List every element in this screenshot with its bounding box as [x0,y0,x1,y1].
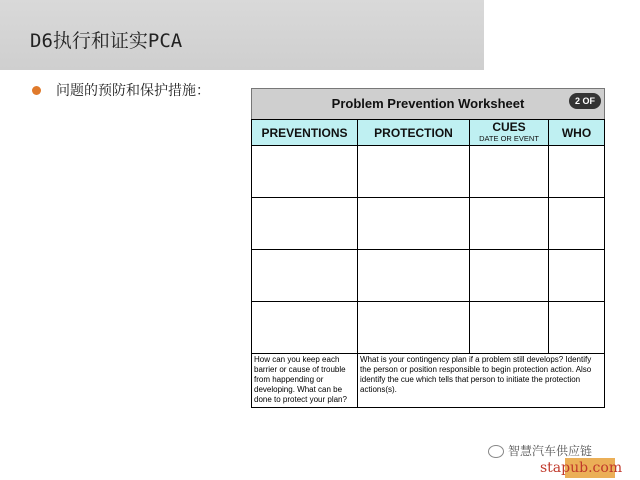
table-cell[interactable] [252,146,358,198]
table-cell[interactable] [549,198,605,250]
col-header-preventions: PREVENTIONS [252,120,358,146]
table-cell[interactable] [470,146,549,198]
table-row [252,146,605,198]
wechat-icon [488,445,504,458]
table-cell[interactable] [470,198,549,250]
table-cell[interactable] [470,250,549,302]
worksheet-grid [251,119,605,408]
table-cell[interactable] [358,198,470,250]
table-row [252,302,605,354]
page-tag: 2 OF [569,93,601,109]
worksheet-table [251,119,605,408]
table-cell[interactable] [549,250,605,302]
table-row [252,250,605,302]
table-cell[interactable] [549,302,605,354]
col-header-who: WHO [549,120,605,146]
table-cell[interactable] [470,302,549,354]
table-cell[interactable] [252,250,358,302]
bullet-dot [32,86,41,95]
col-header-cues: CUES DATE OR EVENT [470,120,549,146]
table-cell[interactable] [549,146,605,198]
table-cell[interactable] [358,250,470,302]
instruction-row [252,354,605,408]
col-header-protection: PROTECTION [358,120,470,146]
worksheet [251,88,605,404]
table-cell[interactable] [358,146,470,198]
slide-title: D6执行和证实PCA [30,30,183,52]
instruction-prevention: How can you keep each barrier or cause of trouble from happending or developing. What can be done to protect your plan? [252,354,358,408]
watermark-text: 智慧汽车供应链 [508,444,593,458]
col-subheader-cues: DATE OR EVENT [479,133,539,143]
table-cell[interactable] [252,302,358,354]
table-row [252,198,605,250]
watermark-brand [488,442,592,459]
table-cell[interactable] [252,198,358,250]
worksheet-title [251,88,605,120]
header-row [252,120,605,146]
instruction-protection: What is your contingency plan if a problem still develops? Identify the person or position responsible to begin protection action. Also identify the cue which tells that person to initiate the protection actions(s). [358,354,605,408]
bullet-text: 问题的预防和保护措施： [56,83,210,99]
table-cell[interactable] [358,302,470,354]
worksheet-title-text: Problem Prevention Worksheet [331,96,525,111]
watermark-url: stapub.com [540,460,623,476]
